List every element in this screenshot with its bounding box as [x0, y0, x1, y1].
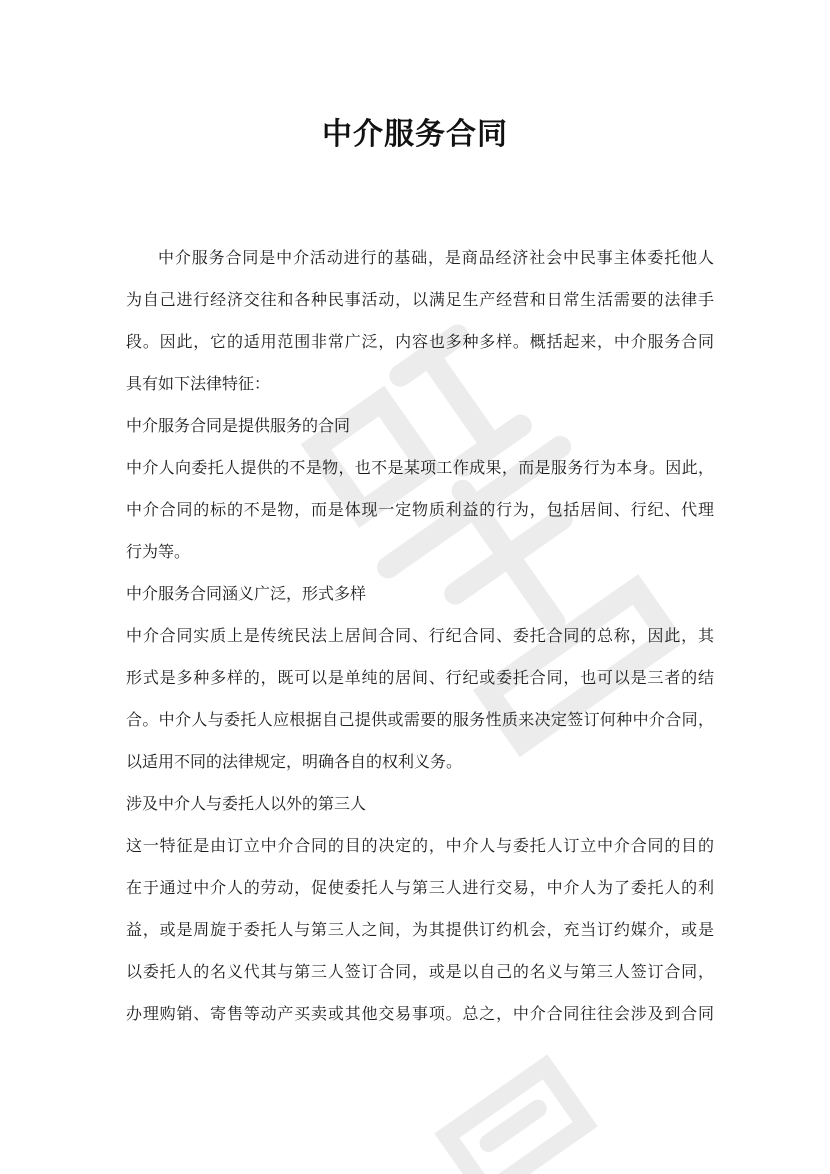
paragraph-line: 益，或是周旋于委托人与第三人之间，为其提供订约机会，充当订约媒介，或是 [126, 920, 714, 939]
paragraph-line: 形式是多种多样的，既可以是单纯的居间、行纪或委托合同，也可以是三者的结 [126, 668, 714, 687]
paragraph-line: 行为等。 [126, 542, 191, 561]
paragraph-line: 这一特征是由订立中介合同的目的决定的，中介人与委托人订立中介合同的目的 [126, 836, 714, 855]
paragraph-line: 具有如下法律特征： [126, 374, 271, 393]
document-title: 中介服务合同 [322, 117, 508, 152]
paragraph-line: 以适用不同的法律规定，明确各自的权利义务。 [126, 752, 463, 771]
section-heading: 中介服务合同是提供服务的合同 [126, 416, 351, 435]
paragraph-line: 合。中介人与委托人应根据自己提供或需要的服务性质来决定签订何种中介合同， [126, 710, 714, 729]
paragraph-line: 中介人向委托人提供的不是物，也不是某项工作成果，而是服务行为本身。因此， [126, 458, 714, 477]
paragraph-line: 在于通过中介人的劳动，促使委托人与第三人进行交易，中介人为了委托人的利 [126, 878, 714, 897]
paragraph-line: 为自己进行经济交往和各种民事活动，以满足生产经营和日常生活需要的法律手 [126, 290, 714, 309]
paragraph-line: 中介合同的标的不是物，而是体现一定物质利益的行为，包括居间、行纪、代理 [126, 500, 714, 519]
paragraph-line: 中介合同实质上是传统民法上居间合同、行纪合同、委托合同的总称，因此，其 [126, 626, 714, 645]
section-heading: 中介服务合同涵义广泛，形式多样 [126, 584, 367, 603]
paragraph-line: 段。因此，它的适用范围非常广泛，内容也多种多样。概括起来，中介服务合同 [126, 332, 714, 351]
document-body [126, 237, 714, 1035]
section-heading: 涉及中介人与委托人以外的第三人 [126, 794, 367, 813]
paragraph-line: 办理购销、寄售等动产买卖或其他交易事项。总之，中介合同往往会涉及到合同 [126, 1004, 714, 1023]
paragraph-line: 中介服务合同是中介活动进行的基础，是商品经济社会中民事主体委托他人 [158, 248, 714, 267]
paragraph-line: 以委托人的名义代其与第三人签订合同，或是以自己的名义与第三人签订合同， [126, 962, 714, 981]
